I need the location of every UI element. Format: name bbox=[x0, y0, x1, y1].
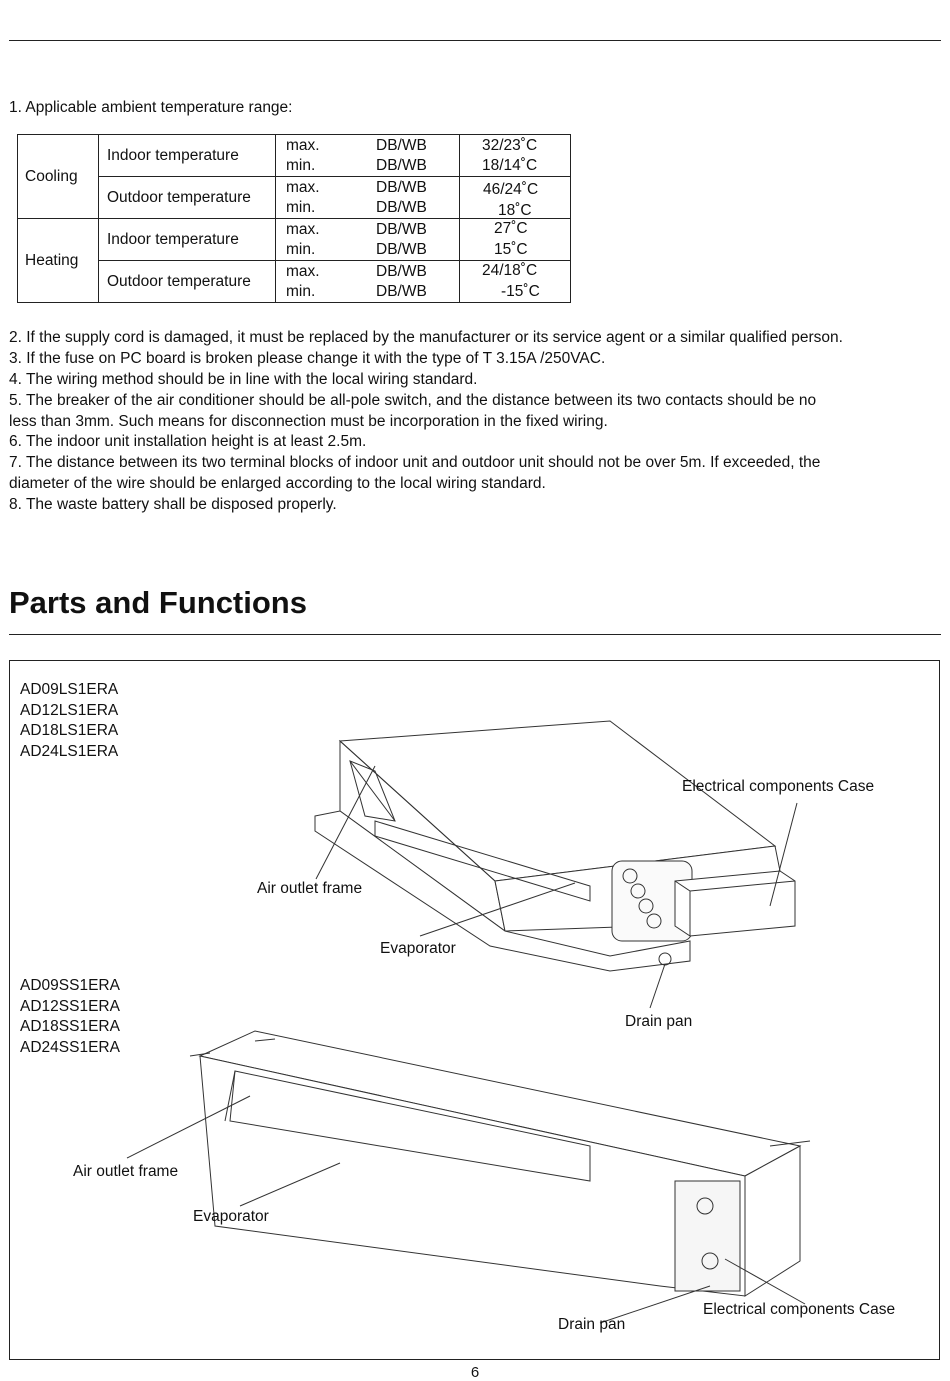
note-3: 3. If the fuse on PC board is broken please change it with the type of T 3.15A /250VAC. bbox=[9, 350, 606, 367]
max-label: max. bbox=[286, 137, 320, 154]
note-5-cont: less than 3mm. Such means for disconnection must be incorporation in the fixed wiring. bbox=[9, 413, 608, 430]
min-value: 18/14˚C bbox=[482, 157, 538, 174]
row-label: Indoor temperature bbox=[99, 219, 276, 261]
model-name: AD18SS1ERA bbox=[20, 1018, 120, 1036]
max-db-label: DB/WB bbox=[376, 179, 427, 196]
unit-illustrations bbox=[10, 661, 939, 1359]
unit2-drawing bbox=[190, 1031, 810, 1296]
max-label: max. bbox=[286, 263, 320, 280]
max-value: 32/23˚C bbox=[482, 137, 538, 154]
unit2-models bbox=[20, 976, 120, 1059]
min-label: min. bbox=[286, 199, 316, 216]
min-value: -15˚C bbox=[501, 283, 540, 300]
model-name: AD24SS1ERA bbox=[20, 1039, 120, 1057]
model-name: AD09LS1ERA bbox=[20, 681, 119, 698]
row-label: Outdoor temperature bbox=[99, 261, 276, 303]
label-air-outlet-frame: Air outlet frame bbox=[73, 1163, 179, 1180]
max-db-label: DB/WB bbox=[376, 221, 427, 238]
min-db-label: DB/WB bbox=[376, 199, 427, 216]
temperature-table bbox=[17, 134, 571, 303]
temperature-range-heading: 1. Applicable ambient temperature range: bbox=[9, 99, 293, 116]
min-value: 15˚C bbox=[494, 241, 528, 258]
min-label: min. bbox=[286, 283, 316, 300]
model-name: AD12SS1ERA bbox=[20, 997, 120, 1015]
row-label: Outdoor temperature bbox=[99, 177, 276, 219]
note-7-cont: diameter of the wire should be enlarged according to the local wiring standard. bbox=[9, 475, 546, 492]
max-db-label: DB/WB bbox=[376, 137, 427, 154]
model-name: AD09SS1ERA bbox=[20, 977, 120, 994]
note-5: 5. The breaker of the air conditioner should be all-pole switch, and the distance between its two contacts should be no bbox=[9, 392, 817, 409]
label-air-outlet-frame: Air outlet frame bbox=[257, 880, 363, 897]
max-label: max. bbox=[286, 179, 320, 196]
note-2: 2. If the supply cord is damaged, it must be replaced by the manufacturer or its service agent or a similar qualified person. bbox=[9, 329, 843, 346]
min-db-label: DB/WB bbox=[376, 241, 427, 258]
max-value: 27˚C bbox=[494, 220, 528, 237]
max-label: max. bbox=[286, 221, 320, 238]
section-title: Parts and Functions bbox=[9, 585, 307, 620]
page-number: 6 bbox=[470, 1364, 480, 1381]
label-drain-pan: Drain pan bbox=[558, 1316, 626, 1333]
min-value: 18˚C bbox=[498, 202, 532, 219]
title-rule bbox=[9, 634, 941, 635]
group-cooling: Cooling bbox=[18, 135, 99, 219]
max-value: 46/24˚C bbox=[483, 181, 539, 198]
parts-diagram bbox=[9, 660, 940, 1360]
max-value: 24/18˚C bbox=[482, 262, 538, 279]
label-evaporator: Evaporator bbox=[380, 940, 456, 957]
note-7: 7. The distance between its two terminal blocks of indoor unit and outdoor unit should not be over 5m. If exceeded, the bbox=[9, 454, 821, 471]
min-db-label: DB/WB bbox=[376, 283, 427, 300]
unit1-drawing bbox=[315, 721, 795, 971]
note-6: 6. The indoor unit installation height is at least 2.5m. bbox=[9, 433, 367, 450]
model-name: AD24LS1ERA bbox=[20, 743, 119, 761]
label-electrical-components-case: Electrical components Case bbox=[682, 778, 875, 795]
model-name: AD12LS1ERA bbox=[20, 701, 119, 719]
top-rule bbox=[9, 40, 941, 41]
label-drain-pan: Drain pan bbox=[625, 1013, 693, 1030]
min-label: min. bbox=[286, 157, 316, 174]
note-8: 8. The waste battery shall be disposed properly. bbox=[9, 496, 337, 513]
row-label: Indoor temperature bbox=[99, 135, 276, 177]
min-db-label: DB/WB bbox=[376, 157, 427, 174]
group-heating: Heating bbox=[18, 219, 99, 303]
max-db-label: DB/WB bbox=[376, 263, 427, 280]
min-label: min. bbox=[286, 241, 316, 258]
model-name: AD18LS1ERA bbox=[20, 722, 119, 740]
label-evaporator: Evaporator bbox=[193, 1208, 269, 1225]
note-4: 4. The wiring method should be in line with the local wiring standard. bbox=[9, 371, 478, 388]
label-electrical-components-case: Electrical components Case bbox=[703, 1301, 896, 1318]
unit1-models bbox=[20, 680, 118, 763]
